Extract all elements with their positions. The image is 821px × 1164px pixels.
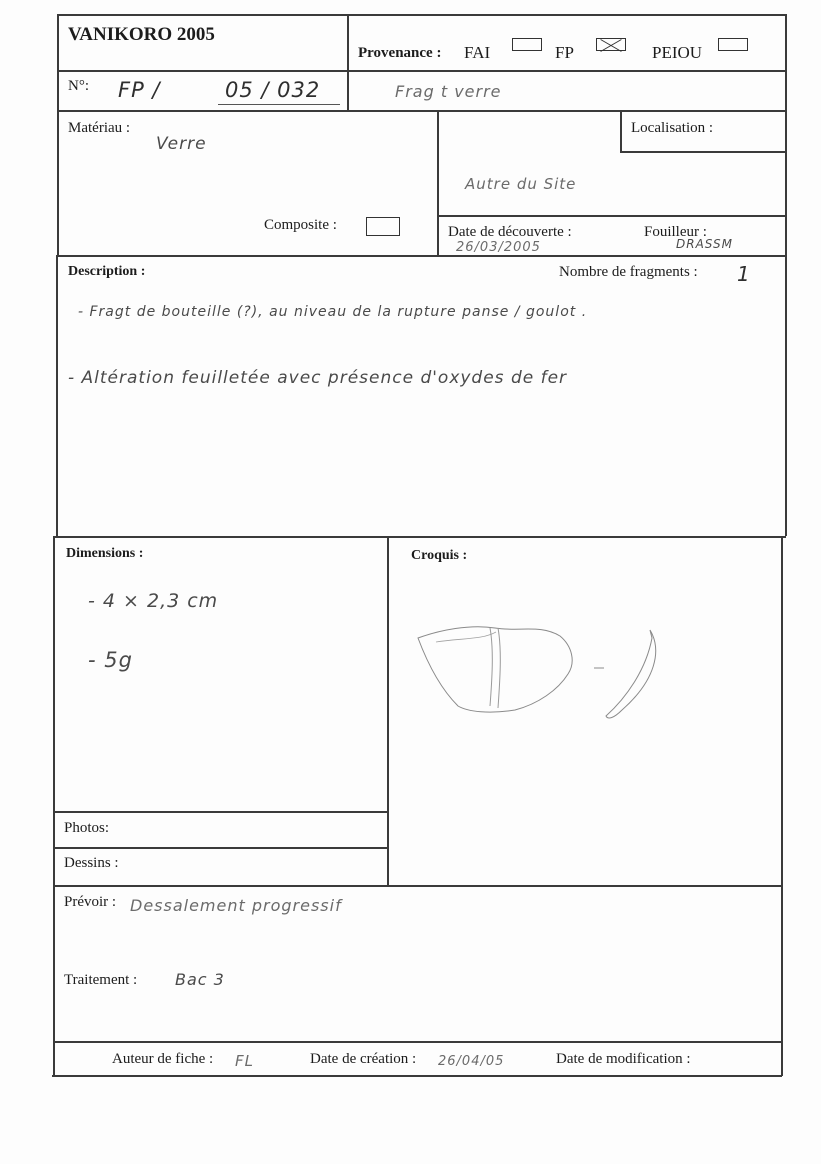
creation-date-label: Date de création :	[310, 1051, 417, 1067]
form-divider	[57, 255, 786, 257]
excavator-label: Fouilleur :	[644, 224, 707, 240]
photos-label: Photos:	[64, 820, 110, 836]
form-divider	[53, 885, 782, 887]
dimensions-label: Dimensions :	[66, 546, 144, 561]
fragments-label: Nombre de fragments :	[559, 264, 698, 280]
sketch-drawing	[400, 610, 680, 730]
form-divider	[437, 110, 439, 256]
treatment-value: Bac 3	[175, 970, 225, 989]
description-line-1: - Fragt de bouteille (?), au niveau de la rupture panse / goulot .	[78, 304, 588, 320]
form-divider	[387, 536, 389, 886]
plan-value: Dessalement progressif	[130, 896, 342, 915]
sketch-label: Croquis :	[411, 548, 468, 563]
form-divider	[347, 14, 349, 110]
form-divider	[53, 847, 388, 849]
composite-checkbox[interactable]	[366, 217, 400, 236]
form-border-left-mid	[56, 255, 58, 537]
description-label: Description :	[68, 264, 146, 279]
form-divider	[620, 110, 622, 152]
modification-date-label: Date de modification :	[556, 1051, 691, 1067]
composite-label: Composite :	[264, 217, 337, 233]
form-divider	[620, 151, 786, 153]
provenance-option-fai-label: FAI	[464, 43, 491, 62]
form-divider	[54, 536, 786, 538]
material-value: Verre	[156, 134, 207, 154]
discovery-date-label: Date de découverte :	[448, 224, 572, 240]
form-border-left-bottom	[53, 536, 55, 1076]
form-border-right-bottom	[781, 536, 783, 1076]
number-label: N°:	[68, 78, 89, 94]
author-value: FL	[235, 1052, 254, 1070]
location-label: Localisation :	[631, 120, 714, 136]
provenance-option-fp-checkbox[interactable]	[596, 38, 626, 51]
provenance-option-peiou-label: PEIOU	[652, 43, 703, 62]
form-divider	[53, 811, 388, 813]
form-divider	[57, 110, 786, 112]
number-underline	[218, 104, 340, 105]
provenance-label: Provenance :	[358, 45, 442, 61]
form-border-bottom	[52, 1075, 782, 1077]
form-border-right-top	[785, 14, 787, 536]
form-title: VANIKORO 2005	[68, 24, 215, 45]
form-divider	[53, 1041, 782, 1043]
discovery-date-value: 26/03/2005	[456, 240, 541, 255]
provenance-option-peiou-checkbox[interactable]	[718, 38, 748, 51]
provenance-option-fp-label: FP	[555, 43, 574, 62]
dimensions-value-1: - 4 × 2,3 cm	[88, 590, 219, 612]
form-divider	[437, 215, 786, 217]
number-prefix: FP /	[118, 78, 161, 102]
treatment-label: Traitement :	[64, 972, 138, 988]
author-label: Auteur de fiche :	[112, 1051, 214, 1067]
form-border-top	[57, 14, 786, 16]
form-divider	[57, 70, 786, 72]
short-description: Frag t verre	[395, 82, 502, 101]
excavator-value: DRASSM	[676, 237, 733, 251]
number-value: 05 / 032	[225, 78, 321, 102]
material-label: Matériau :	[68, 120, 131, 136]
provenance-option-fai-checkbox[interactable]	[512, 38, 542, 51]
creation-date-value: 26/04/05	[438, 1054, 505, 1069]
plan-label: Prévoir :	[64, 894, 117, 910]
description-line-2: - Altération feuilletée avec présence d'oxydes de fer	[68, 368, 568, 388]
form-border-left-top	[57, 14, 59, 256]
location-value: Autre du Site	[465, 175, 577, 193]
fragments-value: 1	[737, 262, 751, 286]
drawings-label: Dessins :	[64, 855, 119, 871]
dimensions-value-2: - 5g	[88, 648, 133, 672]
